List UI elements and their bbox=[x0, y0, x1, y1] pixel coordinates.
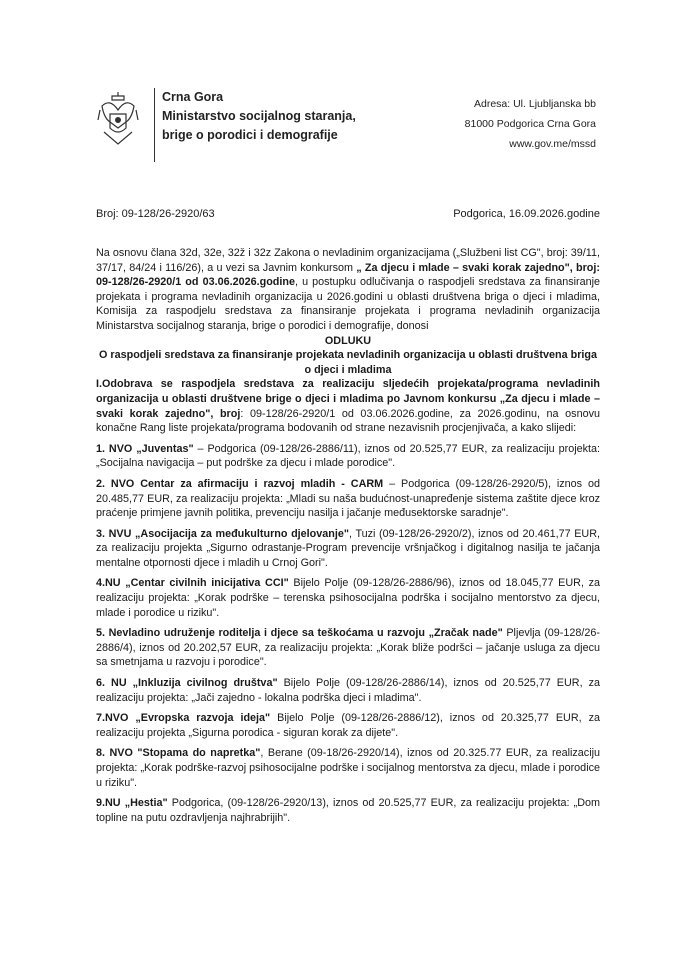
project-details: Bijelo Polje (09-128/26-2886/12), iznos od 20.325,77 EUR, za realizaciju projekta „Sigurna porodica - siguran korak za dijete". bbox=[96, 712, 600, 739]
project-org: 1. NVO „Juventas" bbox=[96, 442, 194, 455]
reference-number: Broj: 09-128/26-2920/63 bbox=[96, 208, 215, 220]
project-details: , Tuzi (09-128/26-2920/2), iznos od 20.461,77 EUR, za realizaciju projekta „Sigurno odrastanje-Program prevencije vršnjačkog i digitalnog nasilja te jačanja mentalne otpornosti djece i mladih u Crnoj Gori". bbox=[96, 527, 601, 569]
project-org: 2. NVO Centar za afirmaciju i razvoj mladih - CARM bbox=[96, 477, 384, 490]
decision-s1-bold: I.Odobrava se raspodjela sredstava za realizaciju sljedećih projekata/programa nevladinih organizacija u oblasti društvene brige o djeci i mladima po Javnom konkursu „Za djecu i mlade – svaki korak zajedno", broj bbox=[96, 378, 600, 420]
org-line-1: Crna Gora bbox=[162, 90, 224, 104]
ministry-name bbox=[162, 88, 356, 145]
project-item bbox=[96, 527, 600, 571]
org-line-3: brige o porodici i demografije bbox=[162, 128, 338, 142]
org-line-2: Ministarstvo socijalnog staranja, bbox=[162, 109, 356, 123]
project-item bbox=[96, 676, 600, 705]
project-org: 4.NU „Centar civilnih inicijativa CCI" bbox=[96, 577, 289, 590]
project-details: – Podgorica (09-128/26-2920/5), iznos od 20.485,77 EUR, za realizaciju projekta: „Mladi su naša budućnost-unapređenje sistema zaštite djece kroz praćenje primjene javnih politika, prevenciju nasilja i jačanje međusektorske saradnje". bbox=[96, 477, 600, 520]
project-details: Podgorica, (09-128/26-2920/13), iznos od 20.525,77 EUR, za realizaciju projekta: „Dom topline na putu ozdravljenja najhrabrijih". bbox=[96, 797, 601, 824]
project-org: 6. NU „Inkluzija civilnog društva" bbox=[96, 677, 278, 690]
project-details: , Berane (09-18/26-2920/14), iznos od 20.325.77 EUR, za realizaciju projekta: „Korak podrške-razvoj psihosocijalne podrške i socijalnog mentorstva za djecu, mlade i porodice u riziku". bbox=[96, 747, 600, 789]
address-line-2: 81000 Podgorica Crna Gora bbox=[464, 118, 596, 130]
document-body bbox=[96, 246, 600, 825]
decision-subtitle: O raspodjeli sredstava za finansiranje projekata nevladinih organizacija u oblasti društvena briga o djeci i mladima bbox=[98, 349, 597, 376]
website: www.gov.me/mssd bbox=[509, 138, 596, 150]
project-item bbox=[96, 711, 600, 740]
intro-paragraph bbox=[96, 246, 600, 334]
project-org: 5. Nevladino udruženje roditelja i djece sa teškoćama u razvoju „Zračak nade" bbox=[96, 627, 503, 640]
ministry-address bbox=[465, 94, 596, 154]
project-item bbox=[96, 626, 600, 670]
project-item bbox=[96, 746, 600, 790]
project-item bbox=[96, 796, 600, 825]
intro-text-1: Na osnovu člana 32d, 32e, 32ž i 32z Zakona o nevladinim organizacijama („Službeni list CG", broj: 39/11, 37/17, 84/24 i 116/26), a u vezi sa Javnim konkursom bbox=[96, 247, 600, 274]
project-org: 9.NU „Hestia" bbox=[96, 797, 168, 810]
intro-text-2: , u postupku odlučivanja o raspodjeli sredstava za finansiranje projekata i programa nevladinih organizacija u 2026.godini u oblasti društvena briga o djeci i mladima, Komisija za raspodjelu sredstava za finansiranje projekata i programa nevladinih organizacija Ministarstva socijalnog staranja, brige o porodici i demografije, donosi bbox=[96, 276, 601, 332]
project-details: Bijelo Polje (09-128/26-2886/96), iznos od 18.045,77 EUR, za realizaciju projekta: „Korak podrške – terenska psihosocijalna podrška i socijalno mentorstvo za djecu, mlade i porodice u riziku". bbox=[96, 577, 600, 619]
project-org: 8. NVO "Stopama do napretka" bbox=[96, 747, 261, 760]
address-line-1: Adresa: Ul. Ljubljanska bb bbox=[474, 98, 596, 110]
project-item bbox=[96, 442, 600, 471]
project-item bbox=[96, 576, 600, 620]
letterhead bbox=[96, 86, 596, 166]
header-divider bbox=[154, 88, 155, 162]
decision-title: ODLUKU bbox=[324, 334, 372, 347]
project-list bbox=[96, 442, 600, 826]
project-org: 7.NVO „Evropska razvoja ideja" bbox=[96, 712, 271, 725]
decision-section-1 bbox=[96, 377, 600, 435]
project-item bbox=[96, 477, 600, 521]
project-details: Bijelo Polje (09-128/26-2886/14), iznos od 20.525,77 EUR, za realizaciju projekta: „Jači zajedno - lokalna podrška djeci i mladima". bbox=[96, 677, 600, 704]
project-org: 3. NVU „Asocijacija za međukulturno djelovanje" bbox=[96, 527, 350, 540]
decision-s1-text: : 09-128/26-2920/1 od 03.06.2026.godine, za 2026.godinu, na osnovu konačne Rang liste projekata/programa bodovanih od strane nezavisnih procjenjivača, a kako slijedi: bbox=[96, 407, 600, 435]
place-date: Podgorica, 16.09.2026.godine bbox=[453, 208, 600, 220]
intro-contest-ref: „ Za djecu i mlade – svaki korak zajedno", broj: 09-128/26-2920/1 od 03.06.2026.godine bbox=[96, 261, 600, 289]
montenegro-coat-of-arms-icon bbox=[96, 90, 140, 148]
project-details: Pljevlja (09-128/26-2886/4), iznos od 20.202,57 EUR, za realizaciju projekta: „Korak bliže podršci – jačanje usluga za djecu sa smetnjama u razvoju i porodice". bbox=[96, 627, 600, 669]
project-details: – Podgorica (09-128/26-2886/11), iznos od 20.525,77 EUR, za realizaciju projekta: „Socijalna navigacija – put podrške za djecu i mlade porodice". bbox=[96, 442, 601, 470]
